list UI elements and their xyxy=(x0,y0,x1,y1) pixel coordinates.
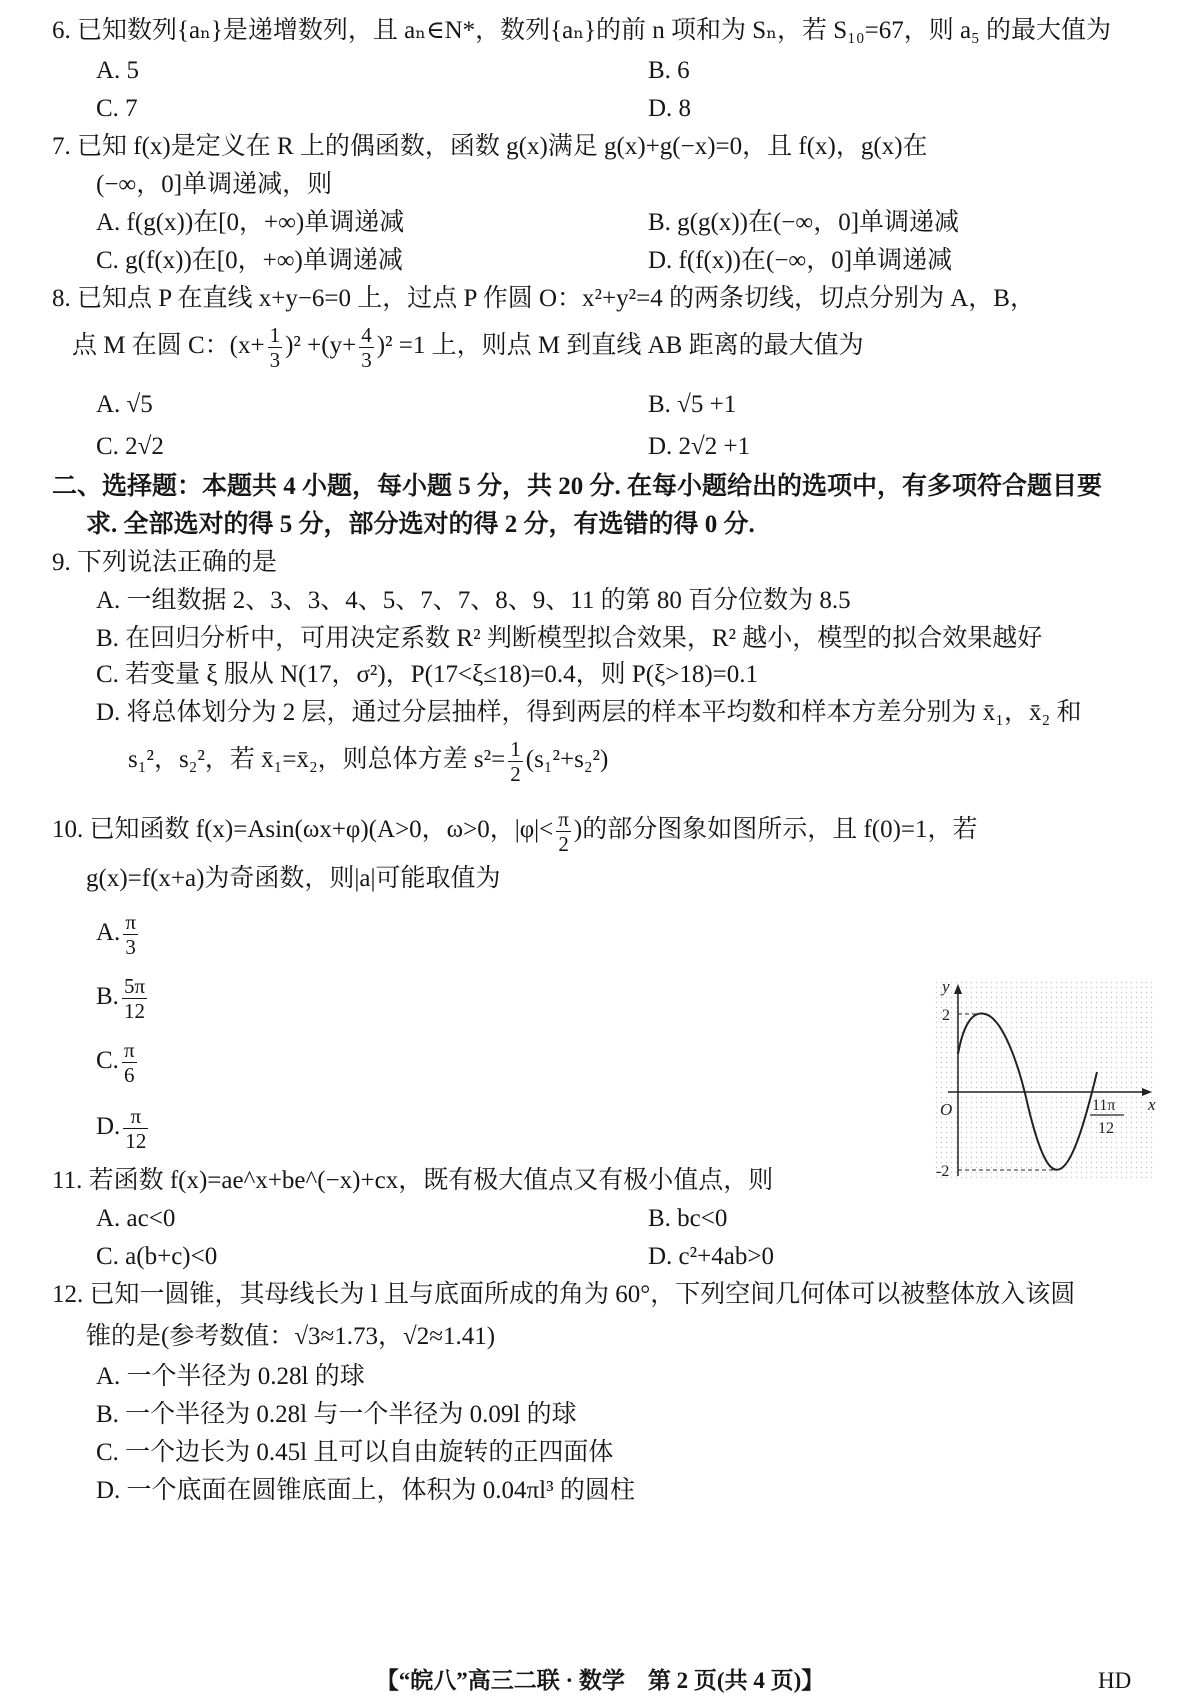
q10-option-c-den: 6 xyxy=(123,1062,135,1087)
q8-stem-line2-post: )² =1 上，则点 M 到直线 AB 距离的最大值为 xyxy=(376,332,864,359)
q7-option-c: C. g(f(x))在[0，+∞)单调递减 xyxy=(96,247,403,274)
q10-option-d-den: 12 xyxy=(125,1128,147,1153)
q6-option-c: C. 7 xyxy=(96,95,138,122)
q8-fraction-2 xyxy=(359,323,374,372)
q8-option-d: D. 2√2 +1 xyxy=(648,433,751,460)
q10-option-a-fraction xyxy=(123,910,138,959)
q11-option-b: B. bc<0 xyxy=(648,1205,728,1232)
q10-stem-fraction-den: 2 xyxy=(558,831,569,856)
q6-option-d: D. 8 xyxy=(648,95,692,122)
q9-option-d-line2 xyxy=(128,730,608,790)
q8-fraction-2-num: 4 xyxy=(361,322,372,347)
q9-d2-fraction xyxy=(508,737,523,786)
q7-option-a: A. f(g(x))在[0，+∞)单调递减 xyxy=(96,209,405,236)
q10-stem-line2: g(x)=f(x+a)为奇函数，则|a|可能取值为 xyxy=(86,865,501,892)
q8-fraction-1-num: 1 xyxy=(269,322,281,347)
q9-option-d-line1: D. 将总体划分为 2 层，通过分层抽样，得到两层的样本平均数和样本方差分别为 x̄₁，x̄₂ 和 xyxy=(96,699,1082,726)
q9-option-b: B. 在回归分析中，可用决定系数 R² 判断模型拟合效果，R² 越小，模型的拟合效果越好 xyxy=(96,625,1043,652)
q8-option-a: A. √5 xyxy=(96,391,153,418)
q8-fraction-2-den: 3 xyxy=(361,347,372,372)
section2-heading-line2: 求. 全部选对的得 5 分，部分选对的得 2 分，有选错的得 0 分. xyxy=(86,511,755,538)
q12-option-b: B. 一个半径为 0.28l 与一个半径为 0.09l 的球 xyxy=(96,1401,577,1428)
q10-option-d-label: D. xyxy=(96,1113,121,1140)
q8-fraction-1 xyxy=(268,323,283,372)
graph-x-tick-num: 11π xyxy=(1092,1097,1116,1114)
q9-d2-fraction-den: 2 xyxy=(510,761,521,786)
graph-origin-label: O xyxy=(940,1100,953,1119)
q10-option-d-fraction xyxy=(123,1104,148,1153)
graph-y-max-label: 2 xyxy=(942,1007,950,1024)
q8-option-c: C. 2√2 xyxy=(96,433,164,460)
q12-option-a: A. 一个半径为 0.28l 的球 xyxy=(96,1363,365,1390)
graph-x-label: x xyxy=(1148,1095,1156,1114)
q8-fraction-1-den: 3 xyxy=(269,347,281,372)
q8-stem-line2-pre: 点 M 在圆 C：(x+ xyxy=(72,332,265,359)
q9-d2-pre: s₁²，s₂²，若 x̄₁=x̄₂，则总体方差 s²= xyxy=(128,746,506,773)
q10-option-c-num: π xyxy=(123,1037,135,1062)
q10-option-b-fraction xyxy=(122,974,147,1023)
q10-option-c-label: C. xyxy=(96,1047,119,1074)
graph-y-min-label: -2 xyxy=(936,1163,950,1180)
q8-stem-line2 xyxy=(72,316,864,376)
q10-stem-line1 xyxy=(52,800,978,860)
q10-stem1-post: )的部分图象如图所示，且 f(0)=1，若 xyxy=(573,816,978,843)
q10-option-a-label: A. xyxy=(96,919,121,946)
q10-option-b-num: 5π xyxy=(123,973,146,998)
q10-option-a-den: 3 xyxy=(125,934,136,959)
q10-option-b xyxy=(96,970,150,1024)
q12-option-c: C. 一个边长为 0.45l 且可以自由旋转的正四面体 xyxy=(96,1439,614,1466)
q10-stem-fraction xyxy=(556,807,571,856)
q6-stem: 6. 已知数列{aₙ}是递增数列，且 aₙ∈N*，数列{aₙ}的前 n 项和为 Sₙ，若 S₁₀=67，则 a₅ 的最大值为 xyxy=(52,17,1112,44)
page-footer: 【“皖八”高三二联 · 数学 第 2 页(共 4 页)】 xyxy=(375,1668,825,1693)
q10-option-b-den: 12 xyxy=(123,998,145,1023)
q12-stem-line2: 锥的是(参考数值：√3≈1.73，√2≈1.41) xyxy=(86,1323,496,1350)
q11-option-d: D. c²+4ab>0 xyxy=(648,1243,774,1270)
section2-heading-line1: 二、选择题：本题共 4 小题，每小题 5 分，共 20 分. 在每小题给出的选项中，有多项符合题目要 xyxy=(52,473,1103,500)
q12-option-d: D. 一个底面在圆锥底面上，体积为 0.04πl³ 的圆柱 xyxy=(96,1477,635,1504)
q10-option-d-num: π xyxy=(123,1104,148,1129)
q11-option-a: A. ac<0 xyxy=(96,1205,176,1232)
q9-d2-fraction-num: 1 xyxy=(510,736,521,761)
q10-stem-fraction-num: π xyxy=(558,806,569,831)
graph-background xyxy=(932,980,1156,1180)
graph-x-tick-den: 12 xyxy=(1098,1120,1114,1137)
q8-option-b: B. √5 +1 xyxy=(648,391,737,418)
q8-stem-line2-mid: )² +(y+ xyxy=(285,332,357,359)
q9-option-c: C. 若变量 ξ 服从 N(17，σ²)，P(17<ξ≤18)=0.4，则 P(ξ>18)=0.1 xyxy=(96,661,759,688)
q7-option-d: D. f(f(x))在(−∞，0]单调递减 xyxy=(648,247,953,274)
q11-stem: 11. 若函数 f(x)=ae^x+be^(−x)+cx，既有极大值点又有极小值点，则 xyxy=(52,1167,774,1194)
q10-option-c-fraction xyxy=(122,1038,137,1087)
q10-option-c xyxy=(96,1034,140,1088)
q10-option-a-num: π xyxy=(125,909,136,934)
q11-option-c: C. a(b+c)<0 xyxy=(96,1243,218,1270)
graph-y-label: y xyxy=(942,977,950,996)
q10-sine-graph xyxy=(930,976,1158,1186)
q8-stem-line1: 8. 已知点 P 在直线 x+y−6=0 上，过点 P 作圆 O：x²+y²=4 的两条切线，切点分别为 A，B， xyxy=(52,285,1035,312)
q6-option-a: A. 5 xyxy=(96,57,140,84)
q10-option-d xyxy=(96,1100,151,1154)
q12-stem-line1: 12. 已知一圆锥，其母线长为 l 且与底面所成的角为 60°，下列空间几何体可以被整体放入该圆 xyxy=(52,1281,1076,1308)
footer-code: HD xyxy=(1098,1668,1132,1693)
q9-option-a: A. 一组数据 2、3、3、4、5、7、7、8、9、11 的第 80 百分位数为 8.5 xyxy=(96,587,851,614)
q7-option-b: B. g(g(x))在(−∞，0]单调递减 xyxy=(648,209,960,236)
q10-stem1-pre: 10. 已知函数 f(x)=Asin(ωx+φ)(A>0，ω>0，|φ|< xyxy=(52,816,554,843)
q9-stem: 9. 下列说法正确的是 xyxy=(52,549,278,576)
q9-d2-post: (s₁²+s₂²) xyxy=(525,746,609,773)
q10-option-a xyxy=(96,906,141,960)
q7-stem-line1: 7. 已知 f(x)是定义在 R 上的偶函数，函数 g(x)满足 g(x)+g(−x)=0，且 f(x)，g(x)在 xyxy=(52,133,928,160)
q6-option-b: B. 6 xyxy=(648,57,690,84)
q10-option-b-label: B. xyxy=(96,983,119,1010)
q7-stem-line2: (−∞，0]单调递减，则 xyxy=(96,171,333,198)
